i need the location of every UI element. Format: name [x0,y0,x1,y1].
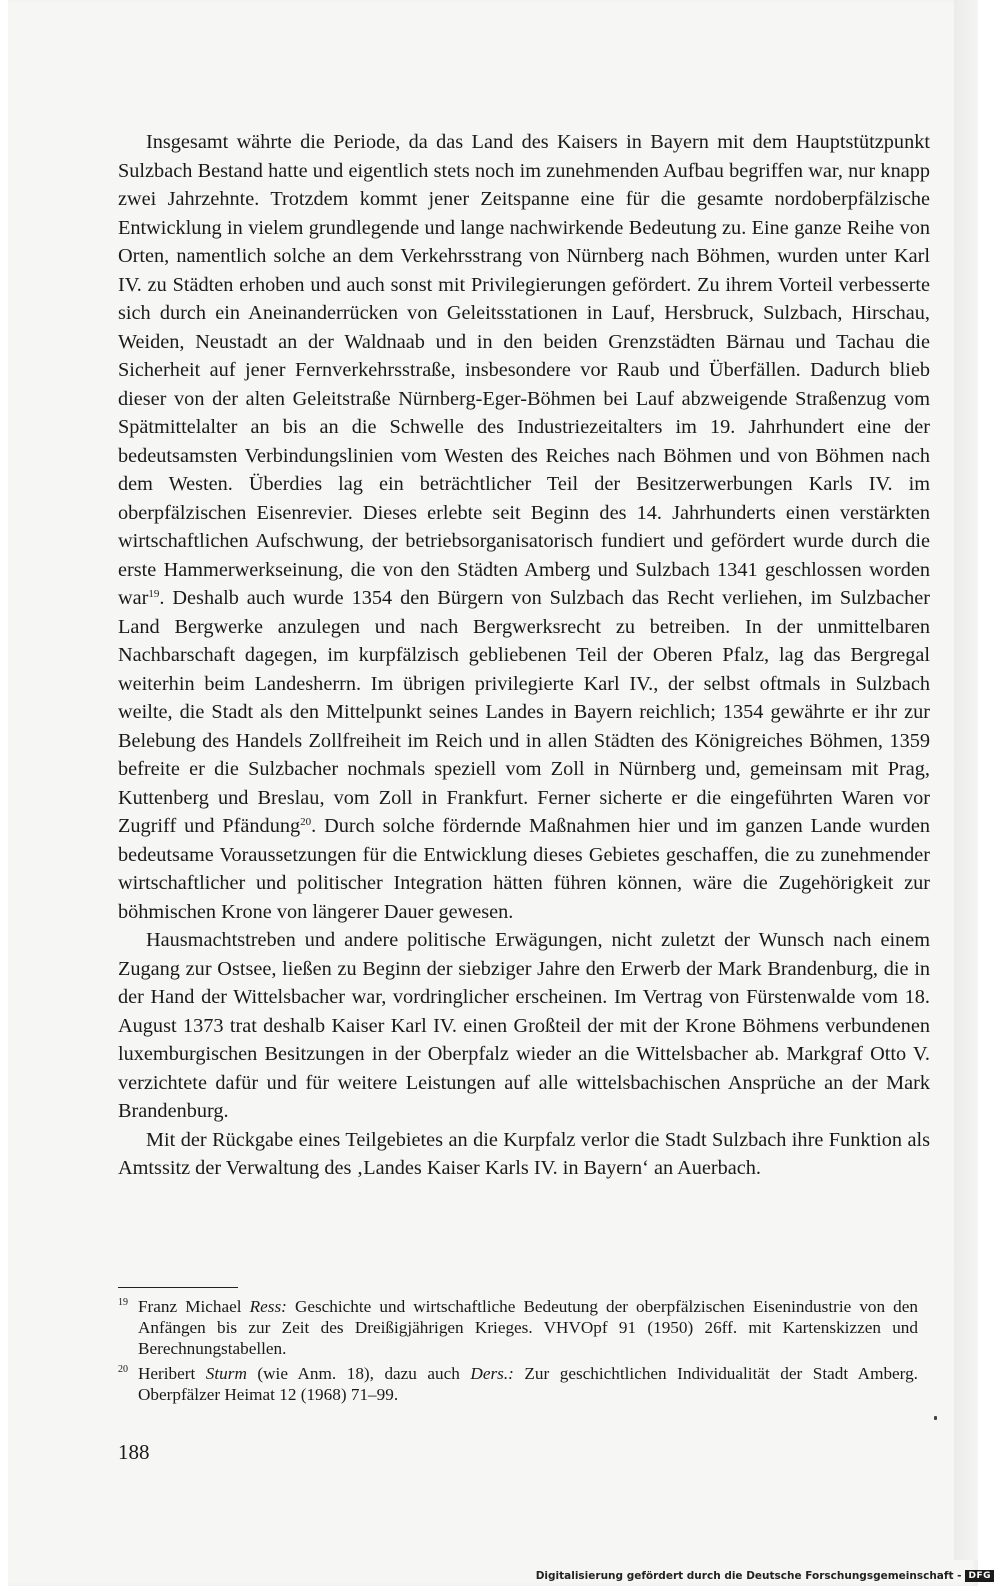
paragraph [118,128,930,926]
digitization-credit-text: Digitalisierung gefördert durch die Deutsche Forschungsgemeinschaft - [535,1570,962,1582]
footnote-number: 19 [118,1297,128,1308]
text-run: Mit der Rückgabe eines Teilgebietes an die Kurpfalz verlor die Stadt Sulzbach ihre Funktion als Amtssitz der Verwaltung des ‚Landes Kaiser Karls IV. in Bayern‘ an Auerbach. [118,1128,930,1179]
footnote-number: 20 [118,1364,128,1375]
text-run: Heribert [138,1364,206,1383]
footnote-rule [118,1287,238,1288]
text-run: . Deshalb auch wurde 1354 den Bürgern von Sulzbach das Recht verliehen, im Sulzbacher Land Bergwerke anzulegen und nach Bergwerksrecht zu betreiben. In der unmittelbaren Nachbarschaft dagegen, im kurpfälzisch gebliebenen Teil der Oberen Pfalz, lag das Bergregal weiterhin beim Landesherrn. Im übrigen privilegierte Karl IV., der selbst oftmals in Sulzbach weilte, die Stadt als den Mittelpunkt seines Landes in Bayern reichlich; 1354 gewährte er ihr zur Belebung des Handels Zollfreiheit im Reich und in allen Städten des Königreiches Böhmen, 1359 befreite er die Sulzbacher nochmals speziell vom Zoll in Nürnberg und, gemeinsam mit Prag, Kuttenberg und Breslau, vom Zoll in Frankfurt. Ferner sicherte er die eingeführten Waren vor Zugriff und Pfändung [118,587,930,837]
scan-edge [954,0,978,1560]
footnote [118,1363,918,1405]
author-name: Ress: [249,1297,287,1316]
author-name: Ders.: [470,1364,514,1383]
footnotes [118,1296,918,1409]
page-number: 188 [118,1440,150,1464]
text-run: Geschichte und wirtschaftliche Bedeutung der oberpfälzischen Eisenindustrie von den Anfängen bis zur Zeit des Dreißigjährigen Krieges. VHVOpf 91 (1950) 26ff. mit Kartenskizzen und Berechnungstabellen. [138,1297,919,1358]
text-run: (wie Anm. 18), dazu auch [246,1364,471,1383]
digitization-credit [536,1570,994,1582]
text-run: Zur geschichtlichen Individualität der Stadt Amberg. Oberpfälzer Heimat 12 (1968) 71–99. [138,1364,918,1404]
paragraph [118,926,930,1126]
footnote [118,1296,918,1359]
scan-speck [934,1416,937,1420]
text-run: Insgesamt währte die Periode, da das Land des Kaisers in Bayern mit dem Hauptstützpunkt Sulzbach Bestand hatte und eigentlich stets noch im zunehmenden Aufbau begriffen war, nur knapp zwei Jahrzehnte. Trotzdem kommt jener Zeitspanne eine für die gesamte nordoberpfälzische Entwicklung in vielem grundlegende und lange nachwirkende Bedeutung zu. Eine ganze Reihe von Orten, namentlich solche an dem Verkehrsstrang von Nürnberg nach Böhmen, wurden unter Karl IV. zu Städten erhoben und auch sonst mit Privilegierungen gefördert. Zu ihrem Vorteil verbesserte sich durch ein Aneinanderrücken von Geleitsstationen in Lauf, Hersbruck, Sulzbach, Hirschau, Weiden, Neustadt an der Waldnaab und in den beiden Grenzstädten Bärnau und Tachau die Sicherheit auf jener Fernverkehrsstraße, insbesondere vor Raub und Überfällen. Dadurch blieb dieser von der alten Geleitstraße Nürnberg-Eger-Böhmen bei Lauf abzweigende Straßenzug vom Spätmittelalter an bis an die Schwelle des Industriezeitalters im 19. Jahrhundert eine der bedeutsamsten Verbindungslinien vom Westen des Reiches nach Böhmen und von Böhmen nach dem Westen. Überdies lag ein beträchtlicher Teil der Besitzerwerbungen Karls IV. im oberpfälzischen Eisenrevier. Dieses erlebte seit Beginn des 14. Jahrhunderts einen verstärkten wirtschaftlichen Aufschwung, der betriebsorganisatorisch fundiert und gefördert wurde durch die erste Hammerwerkseinung, die von den Städten Amberg und Sulzbach 1341 geschlossen worden war [118,131,930,609]
dfg-logo: DFG [965,1570,994,1582]
text-run: Hausmachtstreben und andere politische Erwägungen, nicht zuletzt der Wunsch nach einem Zugang zur Ostsee, ließen zu Beginn der siebziger Jahre den Erwerb der Mark Brandenburg, die in der Hand der Wittelsbacher war, vordringlicher erscheinen. Im Vertrag von Fürstenwalde vom 18. August 1373 trat deshalb Kaiser Karl IV. einen Großteil der mit der Krone Böhmens verbundenen luxemburgischen Besitzungen in der Oberpfalz wieder an die Wittelsbacher ab. Markgraf Otto V. verzichtete dafür und für weitere Leistungen auf alle wittelsbachischen Ansprüche an der Mark Brandenburg. [118,929,930,1122]
text-run: Franz Michael [138,1297,250,1316]
paragraph [118,1126,930,1183]
footnote-reference: 20 [300,816,312,828]
author-name: Sturm [205,1364,247,1383]
text-run: . Durch solche fördernde Maßnahmen hier und im ganzen Lande wurden bedeutsame Voraussetzungen für die Entwicklung dieses Gebietes geschaffen, die zu zunehmender wirtschaftlicher und politischer Integration hätten führen können, wäre die Zugehörigkeit zur böhmischen Krone von längerer Dauer gewesen. [118,815,930,923]
body-text [118,128,930,1183]
footnote-reference: 19 [148,588,160,600]
